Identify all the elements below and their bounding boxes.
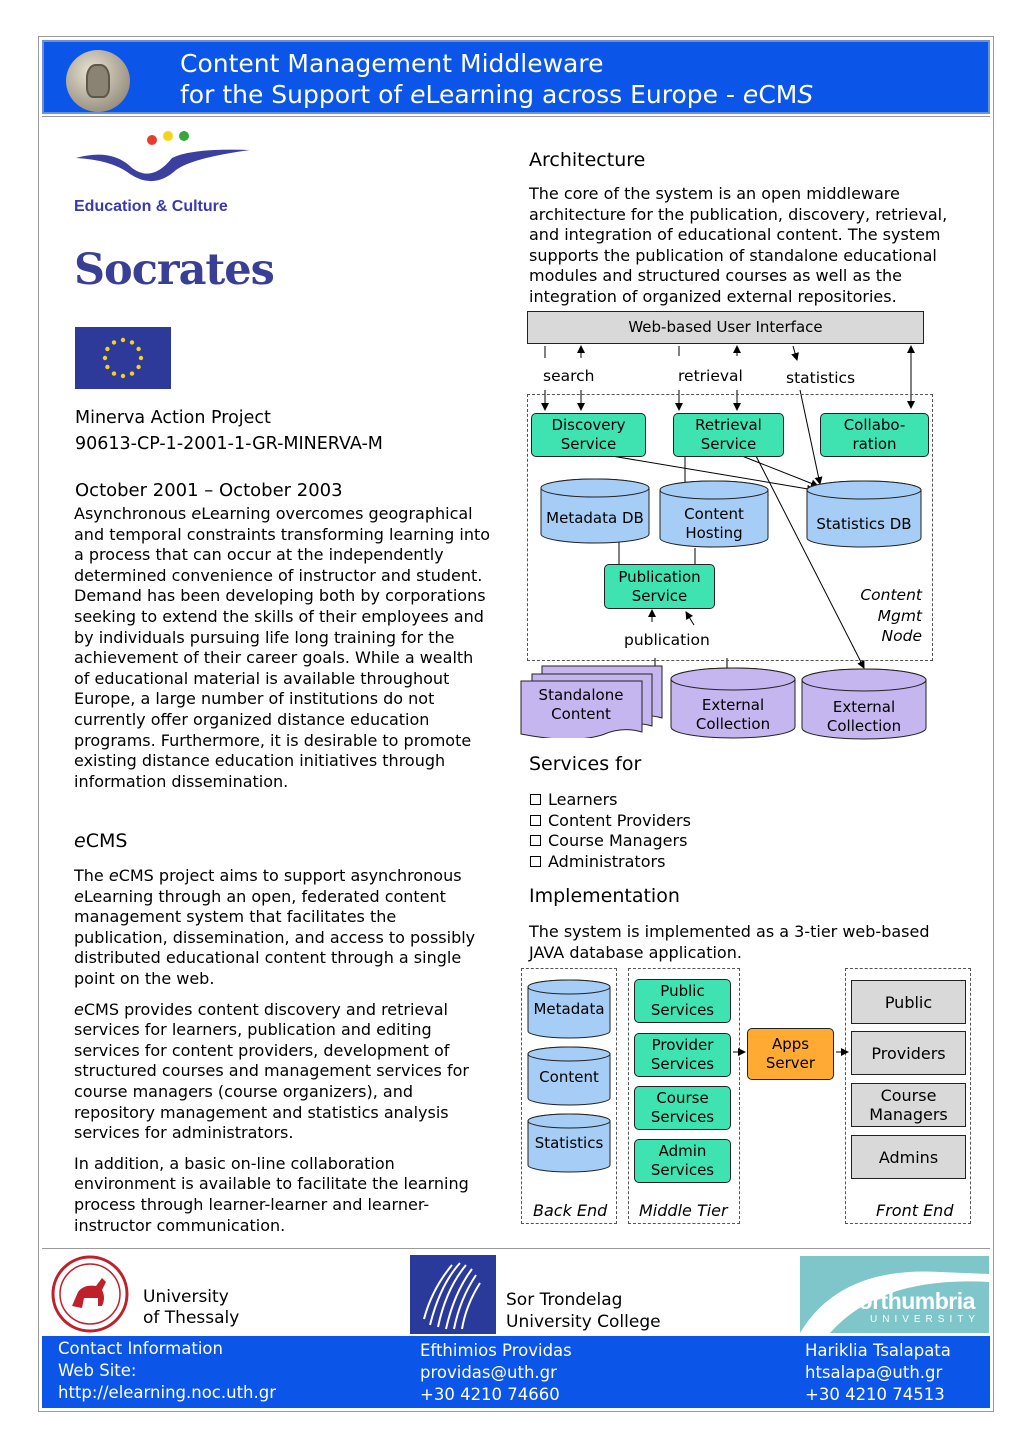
retrieval-label: retrieval <box>678 367 743 385</box>
email-tsalapata-link[interactable]: htsalapa@uth.gr <box>805 1363 943 1382</box>
publication-service-box: Publication Service <box>604 564 715 609</box>
ecms-paragraph-2: eCMS provides content discovery and retrieval services for learners, publication and editing services for content providers, development of structured courses and management services for course managers (course organizers), and repository management and statistics analysis services for administrators. <box>74 999 469 1143</box>
sor-trondelag-logo <box>410 1255 496 1334</box>
list-item: Administrators <box>530 852 691 873</box>
ecms-paragraph-3: In addition, a basic on-line collaboration environment is available to facilitate the learning process through learner-learner and learner-instructor communication. <box>74 1153 469 1235</box>
search-label: search <box>543 367 595 385</box>
content-hosting-label: Content Hosting <box>684 505 744 542</box>
provider-services-box: Provider Services <box>634 1033 731 1077</box>
web-ui-box: Web-based User Interface <box>527 311 924 344</box>
project-title: Minerva Action Project 90613-CP-1-2001-1-GR-MINERVA-M <box>75 408 383 454</box>
education-culture-label: Education & Culture <box>74 198 228 215</box>
ecms-paragraph-1: The eCMS project aims to support asynchronous eLearning through an open, federated content management system that facilitates the publication, dissemination, and access to possibly distributed educational content through a single point on the web. <box>74 866 476 988</box>
front-end-label: Front End <box>876 1201 954 1220</box>
contact-footer <box>42 1336 990 1408</box>
collaboration-box: Collabo- ration <box>820 413 929 457</box>
northumbria-logo: northumbria UNIVERSITY <box>800 1256 989 1333</box>
external-collection-1-label: External Collection <box>695 696 771 733</box>
intro-paragraph: Asynchronous eLearning overcomes geographical and temporal constraints transforming learning into a process that can occur at the independently determined convenience of instructor and student. Demand has been developing both by corporations seeking to extend the skills of their employees and by individuals pursuing life long training for the achievement of their career goals. While a wealth of educational material is available throughout Europe, a large number of institutions do not currently offer organized distance education programs. Furthermore, it is desirable to promote existing distance education initiatives through information dissemination. <box>74 504 491 791</box>
discovery-service-box: Discovery Service <box>531 413 646 457</box>
public-services-box: Public Services <box>634 979 731 1023</box>
standalone-content-label: Standalone Content <box>538 686 624 723</box>
publication-label: publication <box>624 631 710 649</box>
implementation-heading: Implementation <box>529 885 680 907</box>
services-heading: Services for <box>529 753 642 775</box>
middle-tier-label: Middle Tier <box>639 1201 728 1220</box>
public-box: Public <box>851 980 966 1024</box>
statistics-label: statistics <box>786 369 856 387</box>
contact-providas: Efthimios Providas providas@uth.gr +30 4210 74660 <box>420 1341 572 1404</box>
architecture-text: The core of the system is an open middleware architecture for the publication, discovery, retrieval, and integration of educational content. The system supports the publication of standalone educational modules and structured courses as well as the integration of organized external repositories. <box>529 184 948 306</box>
implementation-text: The system is implemented as a 3-tier web-based JAVA database application. <box>529 922 930 962</box>
course-managers-box: Course Managers <box>851 1083 966 1127</box>
list-item: Course Managers <box>530 831 691 852</box>
contact-tsalapata: Hariklia Tsalapata htsalapa@uth.gr +30 4210 74513 <box>805 1341 951 1404</box>
university-thessaly-name: University of Thessaly <box>143 1287 240 1328</box>
metadata-cylinder-label: Metadata <box>533 999 605 1018</box>
page-title: Content Management Middleware for the Support of eLearning across Europe - eCMS <box>180 49 814 109</box>
ecms-heading: eCMS <box>74 830 128 852</box>
sor-trondelag-name: Sor Trondelag University College <box>506 1290 661 1332</box>
course-services-box: Course Services <box>634 1086 731 1130</box>
socrates-logo: Socrates <box>74 245 274 295</box>
admin-services-box: Admin Services <box>634 1139 731 1183</box>
apps-server-box: Apps Server <box>747 1028 834 1080</box>
external-collection-2-label: External Collection <box>826 698 902 735</box>
university-thessaly-logo <box>50 1254 130 1334</box>
content-mgmt-node-label: Content Mgmt Node <box>860 586 922 646</box>
back-end-label: Back End <box>533 1201 608 1220</box>
admins-box: Admins <box>851 1135 966 1179</box>
list-item: Content Providers <box>530 811 691 832</box>
website-link[interactable]: http://elearning.noc.uth.gr <box>58 1383 277 1402</box>
contact-info: Contact Information Web Site: http://elearning.noc.uth.gr <box>58 1339 277 1402</box>
architecture-heading: Architecture <box>529 149 646 171</box>
metadata-db-label: Metadata DB <box>546 508 644 527</box>
project-dates: October 2001 – October 2003 <box>75 480 343 501</box>
email-providas-link[interactable]: providas@uth.gr <box>420 1363 557 1382</box>
statistics-db-label: Statistics DB <box>816 514 912 533</box>
providers-box: Providers <box>851 1031 966 1075</box>
list-item: Learners <box>530 790 691 811</box>
statistics-cylinder-label: Statistics <box>534 1133 604 1152</box>
content-cylinder-label: Content <box>539 1067 599 1086</box>
retrieval-service-box: Retrieval Service <box>673 413 784 457</box>
